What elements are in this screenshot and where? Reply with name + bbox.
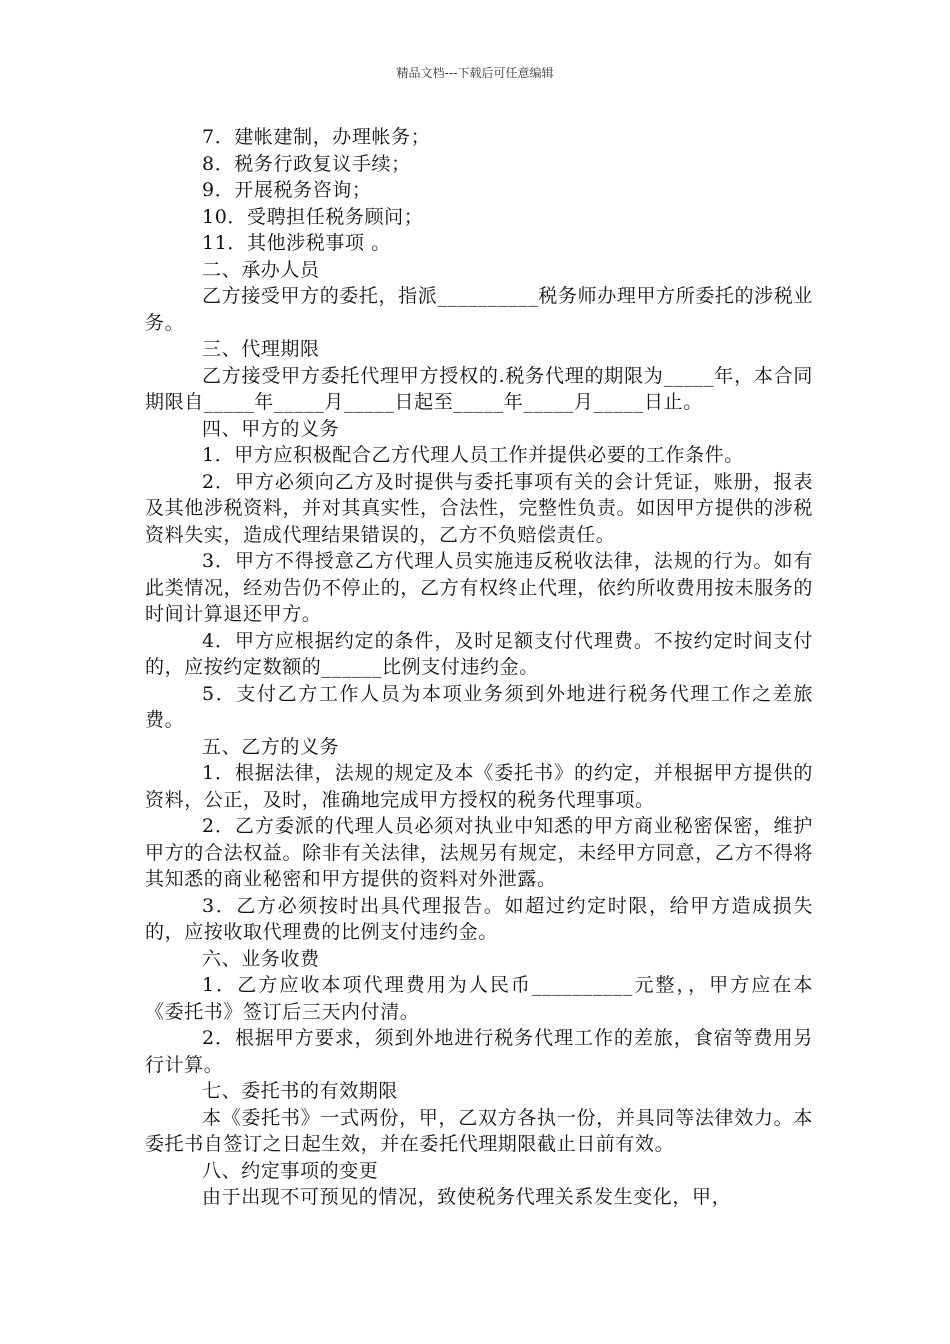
- paragraph: 1．根据法律，法规的规定及本《委托书》的约定，并根据甲方提供的资料，公正，及时，准确地完成甲方授权的税务代理事项。: [145, 762, 813, 811]
- paragraph: 1．乙方应收本项代理费用为人民币__________元整，，甲方应在本《委托书》签订后三天内付清。: [145, 974, 813, 1023]
- paragraph: 本《委托书》一式两份，甲，乙双方各执一份，并具同等法律效力。本委托书自签订之日起生效，并在委托代理期限截止日前有效。: [145, 1106, 813, 1155]
- paragraph: 由于出现不可预见的情况，致使税务代理关系发生变化，甲，: [202, 1186, 732, 1208]
- paragraph: 乙方接受甲方委托代理甲方授权的.税务代理的期限为_____年，本合同期限自_____年_____月_____日起至_____年_____月_____日止。: [145, 364, 813, 413]
- paragraph: 3．乙方必须按时出具代理报告。如超过约定时限，给甲方造成损失的，应按收取代理费的比例支付违约金。: [145, 894, 813, 943]
- page-header: 精品文档---下载后可任意编辑: [396, 66, 554, 80]
- section-heading: 七、委托书的有效期限: [202, 1080, 399, 1102]
- paragraph: 2．甲方必须向乙方及时提供与委托事项有关的会计凭证，账册，报表及其他涉税资料，并对其真实性，合法性，完整性负责。如因甲方提供的涉税资料失实，造成代理结果错误的，乙方不负赔偿责任。: [145, 470, 813, 546]
- list-item: 9．开展税务咨询；: [202, 179, 372, 201]
- paragraph: 3．甲方不得授意乙方代理人员实施违反税收法律，法规的行为。如有此类情况，经劝告仍不停止的，乙方有权终止代理，依约所收费用按未服务的时间计算退还甲方。: [145, 550, 813, 625]
- section-heading: 二、承办人员: [202, 258, 320, 281]
- paragraph: 2．乙方委派的代理人员必须对执业中知悉的甲方商业秘密保密，维护甲方的合法权益。除非有关法律，法规另有规定，未经甲方同意，乙方不得将其知悉的商业秘密和甲方提供的资料对外泄露。: [145, 815, 813, 890]
- paragraph: 5．支付乙方工作人员为本项业务须到外地进行税务代理工作之差旅费。: [145, 682, 813, 731]
- list-item: 10．受聘担任税务顾问；: [202, 205, 424, 228]
- paragraph: 1．甲方应积极配合乙方代理人员工作并提供必要的工作条件。: [202, 444, 744, 466]
- section-heading: 六、业务收费: [202, 947, 320, 970]
- section-heading: 三、代理期限: [202, 338, 320, 360]
- section-heading: 五、乙方的义务: [202, 735, 340, 758]
- paragraph: 2．根据甲方要求，须到外地进行税务代理工作的差旅，食宿等费用另行计算。: [145, 1027, 813, 1076]
- section-heading: 八、约定事项的变更: [202, 1159, 379, 1182]
- paragraph: 乙方接受甲方的委托，指派__________税务师办理甲方所委托的涉税业务。: [145, 285, 813, 334]
- section-heading: 四、甲方的义务: [202, 417, 340, 440]
- list-item: 8．税务行政复议手续；: [202, 152, 411, 175]
- paragraph: 4．甲方应根据约定的条件，及时足额支付代理费。不按约定时间支付的，应按约定数额的______比例支付违约金。: [145, 629, 813, 678]
- list-item: 11．其他涉税事项 。: [202, 232, 391, 254]
- document-body: [145, 124, 813, 1211]
- list-item: 7．建帐建制，办理帐务；: [202, 126, 431, 148]
